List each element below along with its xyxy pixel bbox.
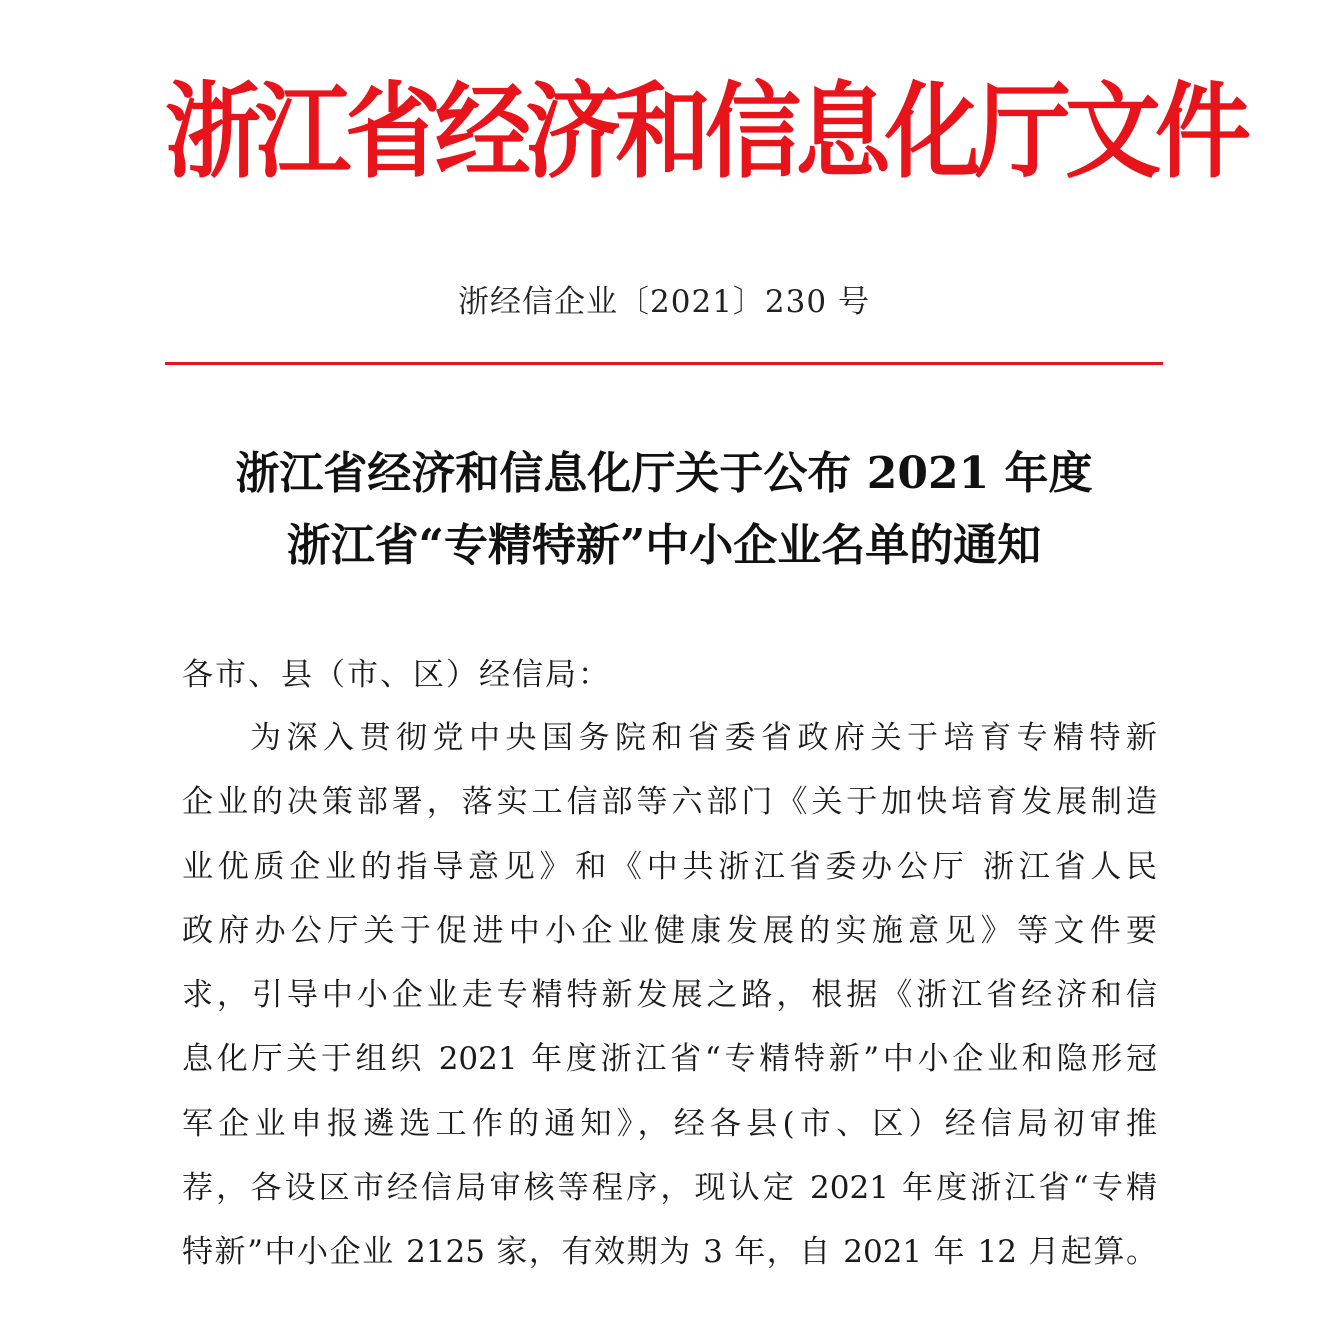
- body-line: 为深入贯彻党中央国务院和省委省政府关于培育专精特新: [250, 720, 1157, 756]
- body-line: 业优质企业的指导意见》和《中共浙江省委办公厅 浙江省人民: [182, 848, 1157, 885]
- body-line: 特新”中小企业 2125 家，有效期为 3 年，自 2021 年 12 月起算。: [182, 1234, 1157, 1271]
- body-line: 求，引导中小企业走专精特新发展之路，根据《浙江省经济和信: [182, 977, 1157, 1014]
- body-paragraph: [182, 713, 1157, 1292]
- body-line: 企业的决策部署，落实工信部等六部门《关于加快培育发展制造: [182, 784, 1157, 821]
- body-line: 息化厅关于组织 2021 年度浙江省“专精特新”中小企业和隐形冠: [182, 1041, 1157, 1078]
- document-number: 浙经信企业〔2021〕230 号: [458, 284, 870, 320]
- body-line: 军企业申报遴选工作的通知》，经各县(市、区）经信局初审推: [182, 1105, 1157, 1142]
- body-line: 荐，各设区市经信局审核等程序，现认定 2021 年度浙江省“专精: [182, 1170, 1157, 1207]
- document-masthead: 浙江省经济和信息化厅文件: [165, 71, 1245, 193]
- document-title: [165, 438, 1163, 582]
- red-divider-line: [165, 362, 1163, 365]
- title-line-1: 浙江省经济和信息化厅关于公布 2021 年度: [235, 448, 1093, 499]
- salutation: 各市、县（市、区）经信局：: [182, 657, 611, 693]
- title-line-2: 浙江省“专精特新”中小企业名单的通知: [286, 520, 1042, 571]
- body-line: 政府办公厅关于促进中小企业健康发展的实施意见》等文件要: [182, 912, 1157, 949]
